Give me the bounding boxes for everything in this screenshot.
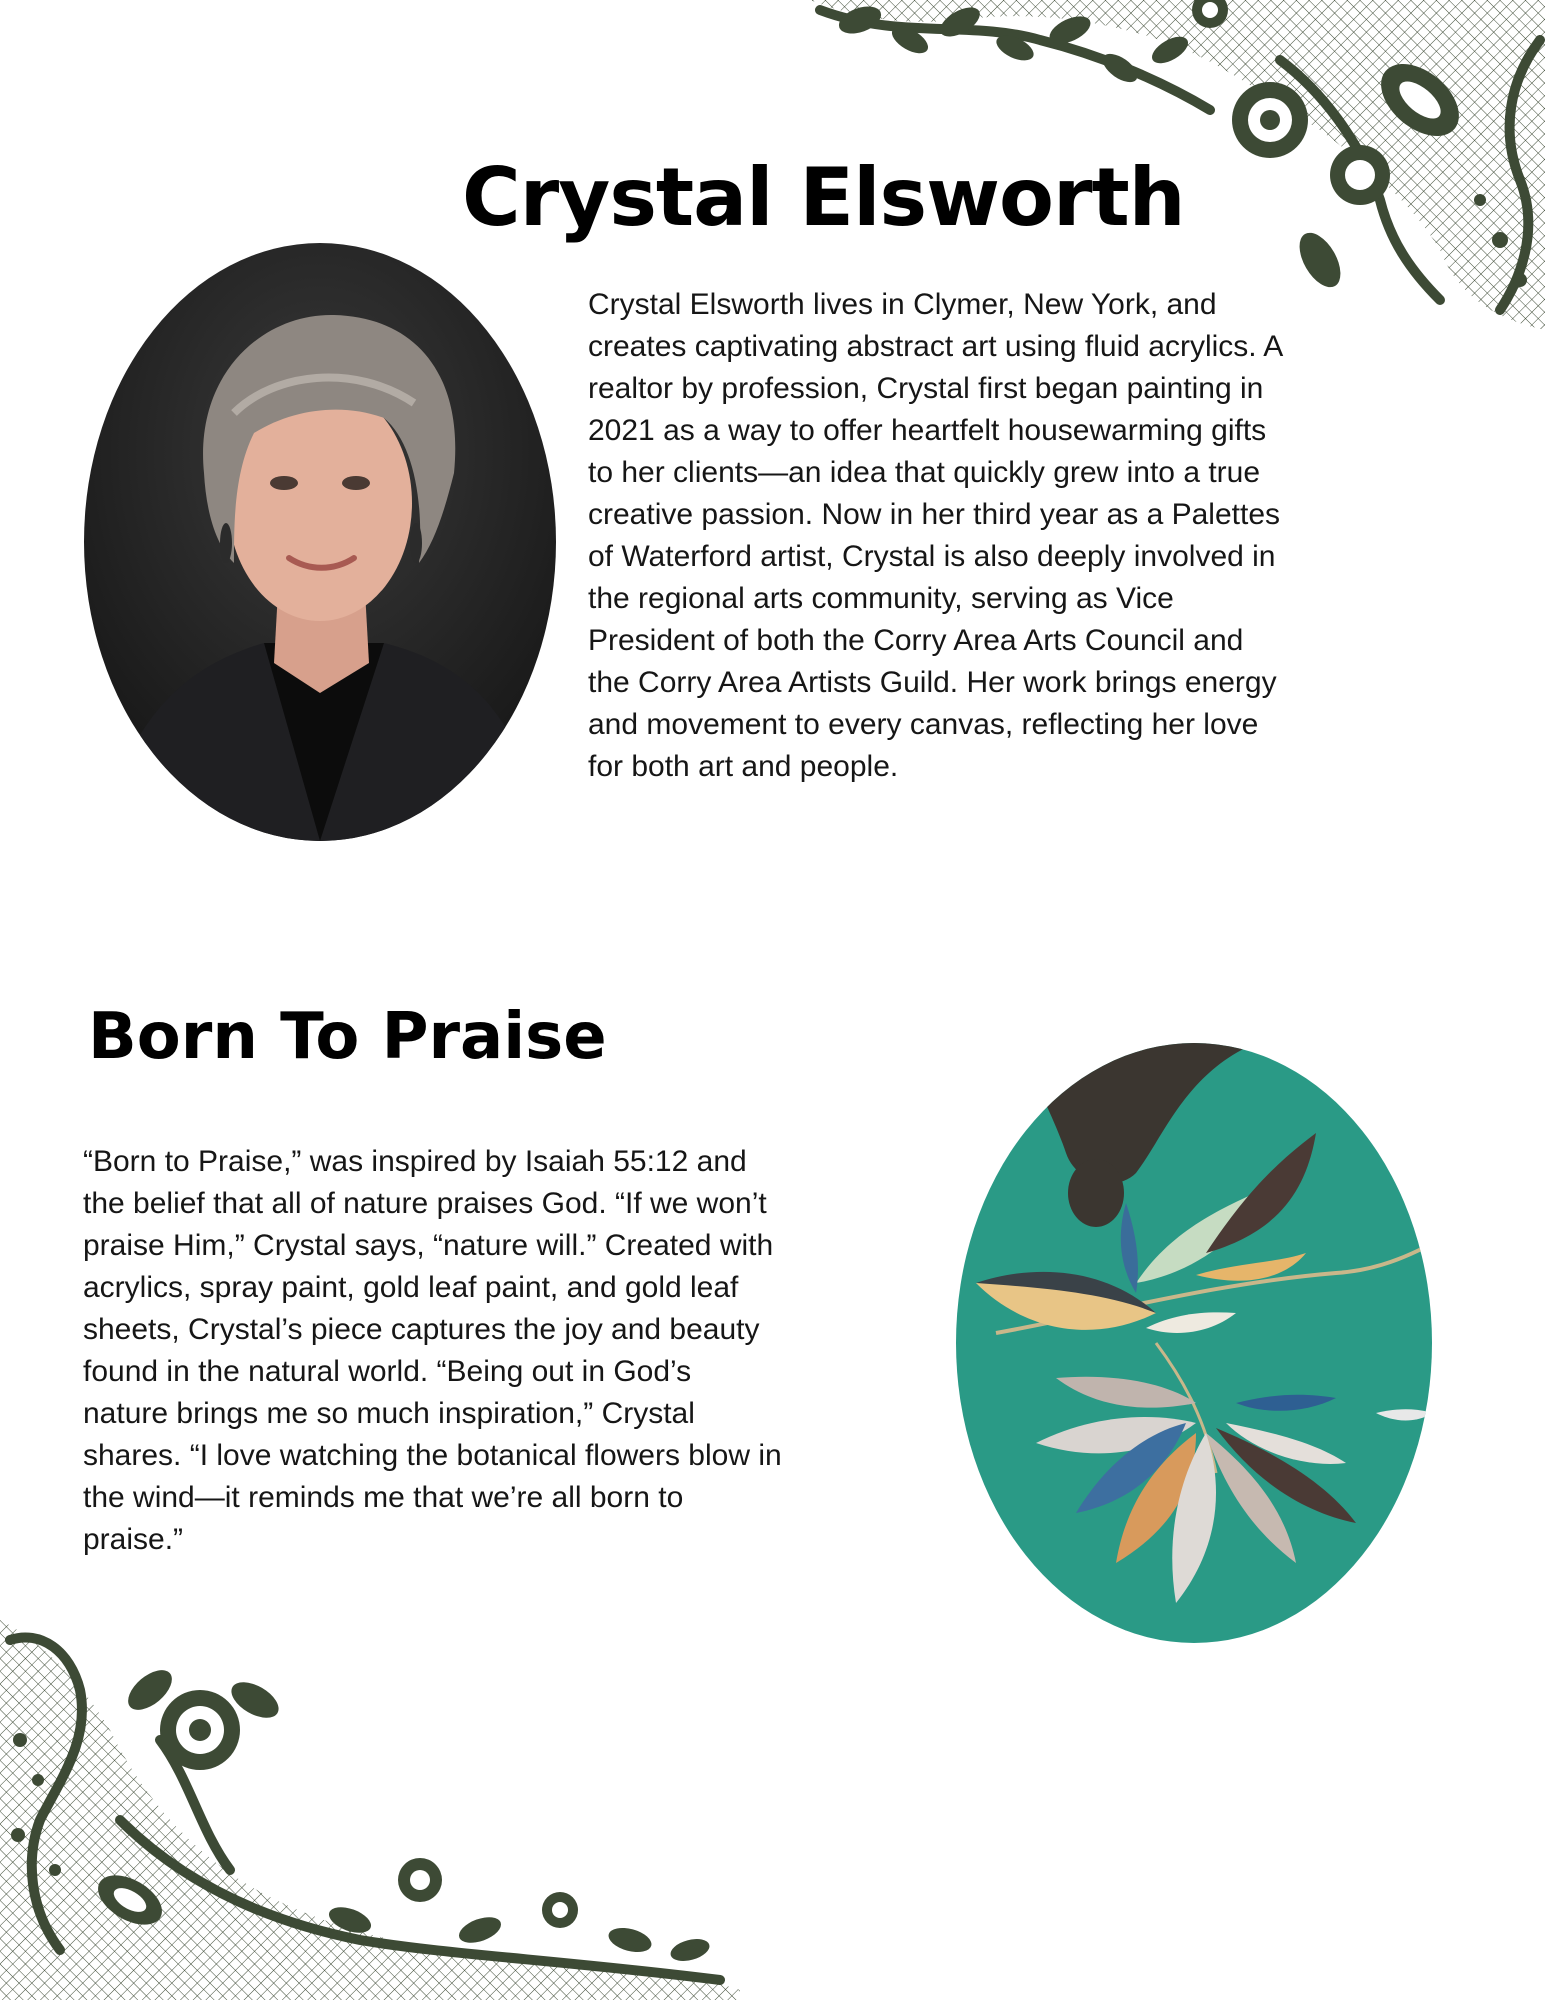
artist-bio: Crystal Elsworth lives in Clymer, New York, and creates captivating abstract art using fluid acrylics. A realtor by profession, Crystal first began painting in 2021 as a way to offer heartfelt housewarming gifts to her clients—an idea that quickly grew into a true creative passion. Now in her third year as a Palettes of Waterford artist, Crystal is also deeply involved in the regional arts community, serving as Vice President of both the Corry Area Arts Council and the Corry Area Artists Guild. Her work brings energy and movement to every canvas, reflecting her love for both art and people. <box>588 288 1282 783</box>
artwork-title: Born To Praise <box>88 1000 607 1074</box>
lace-corner-bottom-left-icon <box>0 1620 740 2000</box>
artwork-image <box>956 1043 1433 1643</box>
artist-portrait <box>84 243 556 841</box>
artist-name: Crystal Elsworth <box>462 151 1185 244</box>
artwork-description: “Born to Praise,” was inspired by Isaiah 55:12 and the belief that all of nature praises God. “If we won’t praise Him,” Crystal says, “nature will.” Created with acrylics, spray paint, gold leaf paint, and gold leaf sheets, Crystal’s piece captures the joy and beauty found in the natural world. “Being out in God’s nature brings me so much inspiration,” Crystal shares. “I love watching the botanical flowers blow in the wind—it reminds me that we’re all born to praise.” <box>83 1145 782 1556</box>
